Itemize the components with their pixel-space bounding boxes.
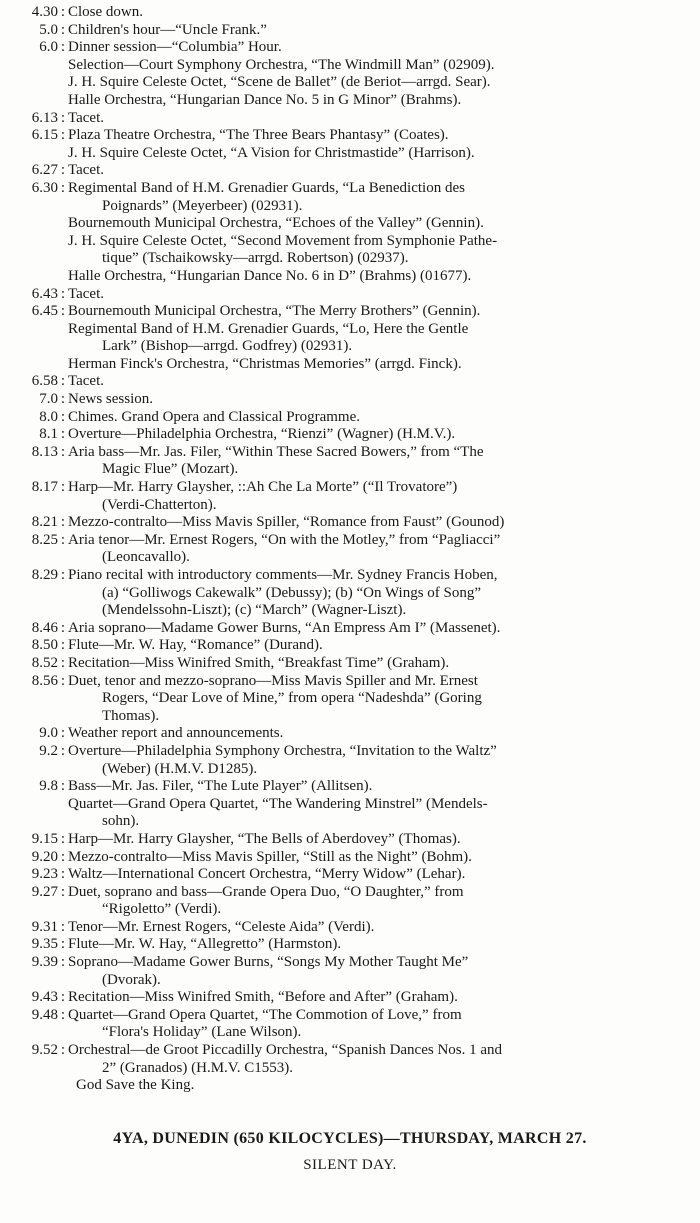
time-colon: : [60,373,66,390]
time-colon: : [60,989,66,1006]
entry-text [68,92,700,110]
entry-line: Chimes. Grand Opera and Classical Programme. [68,408,361,425]
time-colon: : [60,830,66,847]
entry-text [68,989,700,1007]
time-colon: : [60,918,66,935]
schedule-entry [0,215,700,233]
entry-line: 2” (Granados) (H.M.V. C1553). [102,1059,293,1076]
entry-text [68,444,700,479]
entry-text [68,655,700,673]
time-colon: : [60,654,66,671]
entry-time: 8.46 [31,619,58,636]
entry-line: J. H. Squire Celeste Octet, “Scene de Ballet” (de Beriot—arrgd. Sear). [68,74,491,91]
entry-text [68,356,700,374]
entry-time [0,233,58,268]
entry-line: (Mendelssohn-Liszt); (c) “March” (Wagner-Liszt). [102,602,407,619]
entry-text [68,180,700,215]
schedule-entry [0,180,700,215]
entry-line: Tacet. [68,373,105,390]
entry-line: Plaza Theatre Orchestra, “The Three Bears Phantasy” (Coates). [68,127,449,144]
entry-line: Bournemouth Municipal Orchestra, “The Merry Brothers” (Gennin). [68,303,481,320]
schedule-entry [0,356,700,374]
time-colon: : [60,39,66,56]
time-colon: : [60,672,66,689]
time-colon: : [60,637,66,654]
entry-time: 6.43 [31,285,58,302]
schedule-entry [0,303,700,321]
entry-line: tique” (Tschaikowsky—arrgd. Robertson) (02937). [102,250,409,267]
entry-time: 4.30 [31,4,58,20]
time-colon: : [60,285,66,302]
schedule-entry [0,532,700,567]
time-colon [58,92,68,110]
schedule-entry [0,22,700,40]
schedule-entry [0,92,700,110]
silent-day-notice: SILENT DAY. [303,1157,397,1173]
entry-line: Recitation—Miss Winifred Smith, “Before and After” (Graham). [68,989,458,1006]
entry-line: Dinner session—“Columbia” Hour. [68,39,282,56]
entry-line: Rogers, “Dear Love of Mine,” from opera “Nadeshda” (Goring [102,690,482,707]
entry-text [68,39,700,57]
entry-text [68,849,700,867]
schedule-entry [0,127,700,145]
entry-text [68,567,700,620]
time-colon: : [60,866,66,883]
entry-line: Aria soprano—Madame Gower Burns, “An Empress Am I” (Massenet). [68,619,501,636]
entry-line: Halle Orchestra, “Hungarian Dance No. 5 in G Minor” (Brahms). [68,91,462,108]
time-colon: : [60,567,66,583]
entry-line: Mezzo-contralto—Miss Mavis Spiller, “Still as the Night” (Bohm). [68,848,472,865]
entry-time: 6.30 [31,179,58,196]
schedule-entry [0,831,700,849]
entry-line: Aria bass—Mr. Jas. Filer, “Within These Sacred Bowers,” from “The [68,443,484,460]
entry-time [0,215,58,233]
entry-text [68,673,700,726]
schedule-entry [0,74,700,92]
entry-time: 8.25 [31,531,58,548]
schedule-entry [0,620,700,638]
time-colon: : [60,1042,66,1059]
schedule-entry [0,162,700,180]
time-colon: : [60,936,66,953]
entry-line: Flute—Mr. W. Hay, “Romance” (Durand). [68,637,323,654]
entry-line: Magic Flue” (Mozart). [102,461,239,478]
entry-line: Tacet. [68,162,105,179]
time-colon [58,145,68,163]
time-colon [58,796,68,831]
entry-text [68,620,700,638]
entry-text [68,1042,700,1077]
schedule-entry [0,637,700,655]
entry-text [68,110,700,128]
entry-line: Children's hour—“Uncle Frank.” [68,21,267,38]
entry-time: 9.27 [31,883,58,900]
entry-line: “Rigoletto” (Verdi). [102,901,222,918]
entry-line: Tacet. [68,285,105,302]
schedule-entry [0,778,700,796]
entry-line: Overture—Philadelphia Symphony Orchestra, “Invitation to the Waltz” [68,742,497,759]
entry-time: 5.0 [39,21,58,38]
entry-text [68,532,700,567]
entry-text [68,778,700,796]
entry-text [68,954,700,989]
entry-line: Regimental Band of H.M. Grenadier Guards, “Lo, Here the Gentle [68,320,469,337]
entry-text [68,426,700,444]
entry-time: 6.27 [31,162,58,179]
time-colon: : [60,443,66,460]
entry-line: Tenor—Mr. Ernest Rogers, “Celeste Aida” (Verdi). [68,918,375,935]
entry-time: 6.58 [31,373,58,390]
schedule-entry [0,268,700,286]
entry-time: 8.13 [31,443,58,460]
time-colon: : [60,848,66,865]
schedule-entry [0,110,700,128]
time-colon: : [60,778,66,795]
entry-time: 8.17 [31,479,58,496]
entry-text [68,286,700,304]
schedule-entry [0,39,700,57]
time-colon: : [60,4,66,20]
entry-line: Bournemouth Municipal Orchestra, “Echoes of the Valley” (Gennin). [68,215,484,232]
entry-time: 9.23 [31,866,58,883]
entry-line: Harp—Mr. Harry Glaysher, ::Ah Che La Morte” (“Il Trovatore”) [68,479,458,496]
schedule-entry [0,145,700,163]
entry-line: Orchestral—de Groot Piccadilly Orchestra, “Spanish Dances Nos. 1 and [68,1042,503,1059]
entry-time: 6.45 [31,303,58,320]
schedule-entry [0,919,700,937]
schedule-entry [0,1007,700,1042]
entry-text [68,4,700,22]
schedule-entry [0,286,700,304]
schedule-entry [0,4,700,22]
entry-line: Quartet—Grand Opera Quartet, “The Wandering Minstrel” (Mendels- [68,795,488,812]
time-colon: : [60,725,66,742]
entry-line: Poignards” (Meyerbeer) (02931). [102,197,303,214]
entry-line: Lark” (Bishop—arrgd. Godfrey) (02931). [102,338,353,355]
entry-text [68,391,700,409]
time-colon: : [60,954,66,971]
entry-time: 7.0 [39,391,58,408]
entry-time: 6.13 [31,109,58,126]
entry-line: Bass—Mr. Jas. Filer, “The Lute Player” (Allitsen). [68,778,373,795]
entry-time: 8.50 [31,637,58,654]
entry-line: Aria tenor—Mr. Ernest Rogers, “On with the Motley,” from “Pagliacci” [68,531,501,548]
entry-time [0,796,58,831]
entry-line: Recitation—Miss Winifred Smith, “Breakfast Time” (Graham). [68,654,450,671]
schedule-entry [0,673,700,726]
entry-text [68,303,700,321]
entry-line: sohn). [102,813,140,830]
entry-line: Regimental Band of H.M. Grenadier Guards, “La Benediction des [68,179,465,196]
entry-line: “Flora's Holiday” (Lane Wilson). [102,1024,302,1041]
entry-line: (Weber) (H.M.V. D1285). [102,760,258,777]
time-colon: : [60,391,66,408]
entry-text [68,725,700,743]
schedule-entry [0,849,700,867]
entry-time: 9.35 [31,936,58,953]
entry-text [68,57,700,75]
schedule-entry [0,567,700,620]
time-colon [58,74,68,92]
station-heading: 4YA, DUNEDIN (650 KILOCYCLES)—THURSDAY, MARCH 27. [113,1130,587,1147]
entry-line: Thomas). [102,707,160,724]
programme-schedule [0,4,700,1095]
entry-time [0,268,58,286]
schedule-entry [0,373,700,391]
time-colon: : [60,514,66,531]
time-colon: : [60,127,66,144]
time-colon: : [60,408,66,425]
time-colon: : [60,742,66,759]
entry-time [0,145,58,163]
time-colon: : [60,531,66,548]
entry-time: 9.48 [31,1006,58,1023]
schedule-entry [0,796,700,831]
schedule-entry [0,1042,700,1077]
entry-time [0,92,58,110]
schedule-entry [0,989,700,1007]
entry-time: 9.0 [39,725,58,742]
entry-time: 9.43 [31,989,58,1006]
schedule-entry [0,57,700,75]
time-colon: : [60,1006,66,1023]
schedule-entry [0,409,700,427]
schedule-entry [0,514,700,532]
entry-time: 9.31 [31,918,58,935]
entry-time: 9.20 [31,848,58,865]
entry-line: Selection—Court Symphony Orchestra, “The Windmill Man” (02909). [68,56,495,73]
schedule-entry [0,479,700,514]
entry-line: Quartet—Grand Opera Quartet, “The Commotion of Love,” from [68,1006,462,1023]
entry-line: (Leoncavallo). [102,549,190,566]
entry-time: 8.29 [31,567,58,583]
entry-line: Flute—Mr. W. Hay, “Allegretto” (Harmston). [68,936,342,953]
schedule-entry [0,321,700,356]
entry-line: Harp—Mr. Harry Glaysher, “The Bells of Aberdovey” (Thomas). [68,830,461,847]
entry-text [68,409,700,427]
entry-time: 6.0 [39,39,58,56]
entry-text [68,162,700,180]
entry-text [68,127,700,145]
time-colon: : [60,479,66,496]
entry-text [68,74,700,92]
entry-time: 9.39 [31,954,58,971]
entry-line: News session. [68,391,153,408]
time-colon: : [60,162,66,179]
entry-time: 8.52 [31,654,58,671]
time-colon [58,356,68,374]
entry-text [68,884,700,919]
entry-text [68,268,700,286]
schedule-entry [0,233,700,268]
time-colon [58,233,68,268]
entry-time: 8.0 [39,408,58,425]
entry-line: Overture—Philadelphia Orchestra, “Rienzi” (Wagner) (H.M.V.). [68,426,456,443]
entry-line: Soprano—Madame Gower Burns, “Songs My Mother Taught Me” [68,954,469,971]
entry-text [68,233,700,268]
time-colon [58,215,68,233]
entry-text [68,743,700,778]
schedule-entry [0,743,700,778]
entry-text [68,936,700,954]
entry-line: Close down. [68,4,143,20]
closing-line: God Save the King. [76,1077,195,1094]
entry-text [68,215,700,233]
schedule-entry [0,426,700,444]
entry-text [68,919,700,937]
entry-text [68,514,700,532]
schedule-entry [0,954,700,989]
entry-time: 6.15 [31,127,58,144]
entry-text [68,373,700,391]
entry-text [68,22,700,40]
entry-text [68,831,700,849]
time-colon: : [60,883,66,900]
entry-line: (Dvorak). [102,971,161,988]
schedule-entry [0,655,700,673]
time-colon: : [60,21,66,38]
schedule-entry [0,884,700,919]
entry-time: 8.56 [31,672,58,689]
entry-time [0,74,58,92]
entry-time: 9.2 [39,742,58,759]
entry-text [68,637,700,655]
entry-time [0,356,58,374]
entry-line: Duet, soprano and bass—Grande Opera Duo, “O Daughter,” from [68,883,464,900]
entry-line: (a) “Golliwogs Cakewalk” (Debussy); (b) “On Wings of Song” [102,584,482,601]
entry-time: 9.8 [39,778,58,795]
entry-text [68,479,700,514]
entry-line: J. H. Squire Celeste Octet, “A Vision for Christmastide” (Harrison). [68,144,475,161]
schedule-entry [0,936,700,954]
entry-text [68,321,700,356]
schedule-entry [0,391,700,409]
time-colon: : [60,303,66,320]
time-colon: : [60,179,66,196]
entry-line: Waltz—International Concert Orchestra, “Merry Widow” (Lehar). [68,866,466,883]
entry-line: Halle Orchestra, “Hungarian Dance No. 6 in D” (Brahms) (01677). [68,267,472,284]
entry-time [0,57,58,75]
entry-line: (Verdi-Chatterton). [102,496,217,513]
entry-line: Mezzo-contralto—Miss Mavis Spiller, “Romance from Faust” (Gounod) [68,514,505,531]
entry-time: 9.52 [31,1042,58,1059]
schedule-entry [0,866,700,884]
schedule-entry [0,725,700,743]
time-colon [58,57,68,75]
entry-time: 9.15 [31,830,58,847]
entry-time: 8.21 [31,514,58,531]
entry-line: Weather report and announcements. [68,725,284,742]
time-colon [58,321,68,356]
schedule-entry [0,444,700,479]
entry-line: Duet, tenor and mezzo-soprano—Miss Mavis Spiller and Mr. Ernest [68,672,478,689]
entry-line: J. H. Squire Celeste Octet, “Second Movement from Symphonie Pathe- [68,232,498,249]
entry-line: Herman Finck's Orchestra, “Christmas Memories” (arrgd. Finck). [68,355,462,372]
entry-time [0,321,58,356]
time-colon: : [60,426,66,443]
entry-line: Tacet. [68,109,105,126]
time-colon: : [60,109,66,126]
time-colon: : [60,619,66,636]
entry-text [68,796,700,831]
time-colon [58,268,68,286]
entry-text [68,145,700,163]
entry-text [68,866,700,884]
entry-text [68,1007,700,1042]
entry-line: Piano recital with introductory comments—Mr. Sydney Francis Hoben, [68,567,498,583]
entry-time: 8.1 [39,426,58,443]
